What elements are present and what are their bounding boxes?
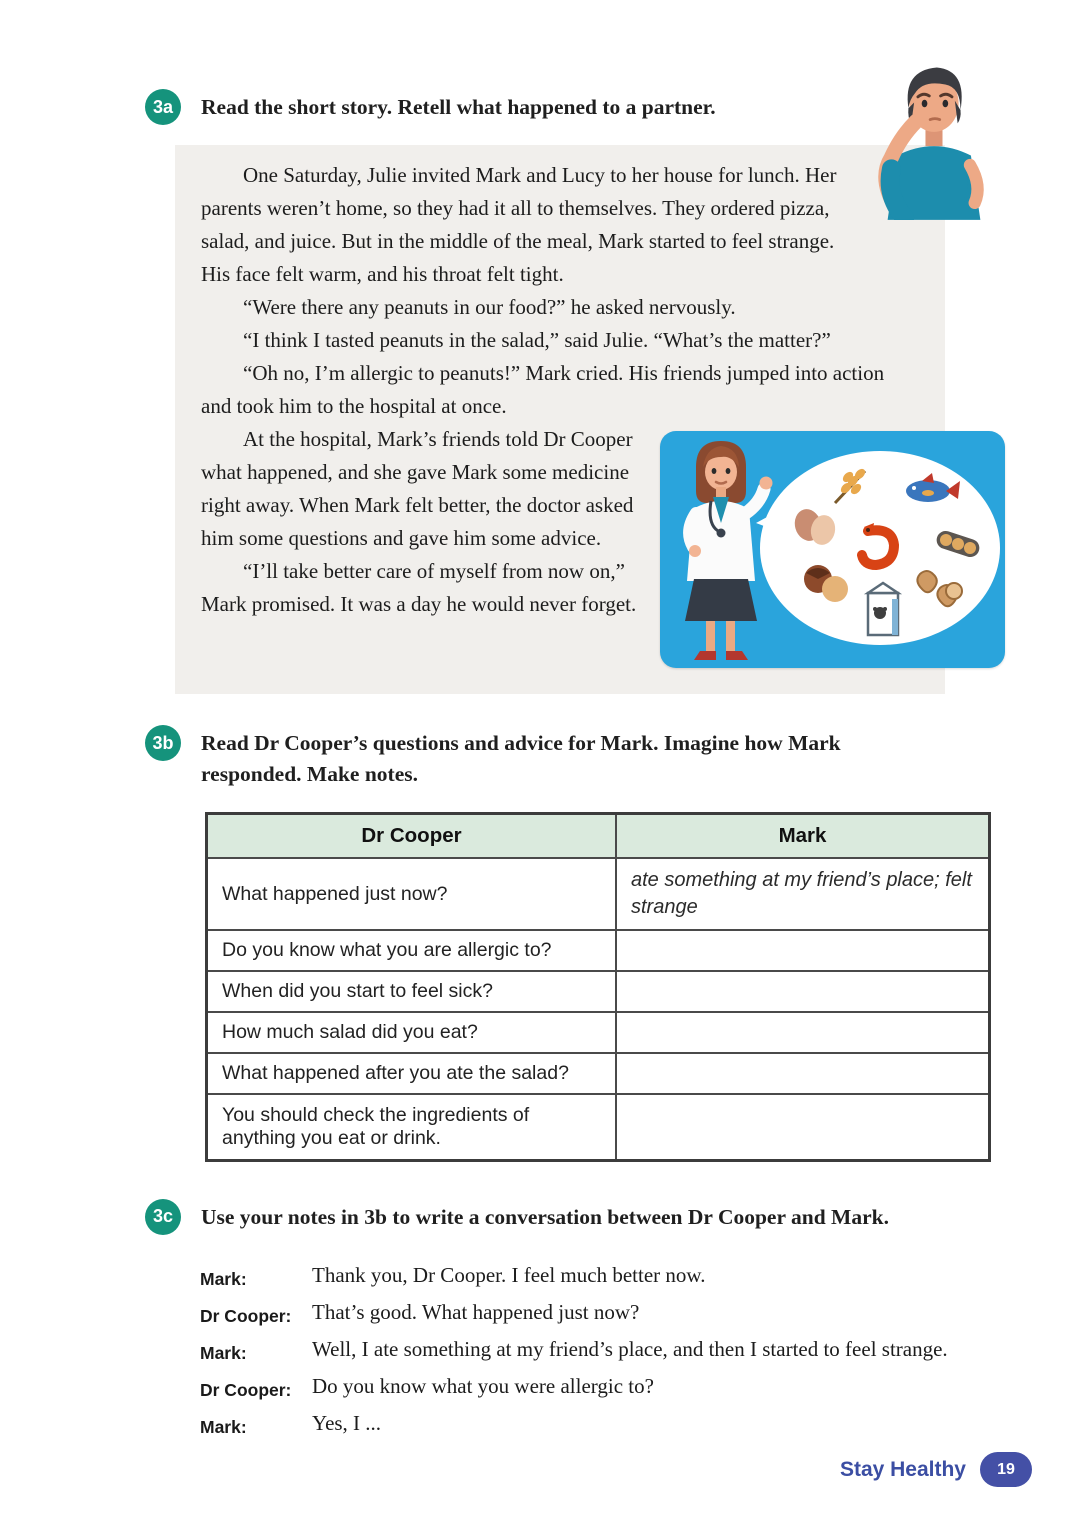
question-cell: When did you start to feel sick? — [207, 971, 617, 1012]
section-3a-instruction: Read the short story. Retell what happened to a partner. — [201, 95, 716, 119]
doctor-allergens-illustration — [660, 431, 1005, 668]
dialogue-text: Do you know what you were allergic to? — [312, 1373, 654, 1398]
table-row — [207, 1094, 990, 1160]
worried-boy-illustration — [863, 59, 1005, 227]
answer-cell — [616, 1012, 990, 1053]
speaker-label: Mark: — [200, 1268, 247, 1289]
section-3b-header — [145, 724, 1020, 790]
table-row — [207, 858, 990, 930]
speaker-label: Mark: — [200, 1342, 247, 1363]
question-cell: What happened after you ate the salad? — [207, 1053, 617, 1094]
dialogue-text: Thank you, Dr Cooper. I feel much better now. — [312, 1262, 706, 1287]
section-3a-badge: 3a — [145, 89, 181, 125]
story-paragraph: “Oh no, I’m allergic to peanuts!” Mark cried. His friends jumped into action and took him to the hospital at once. — [201, 361, 885, 418]
story-paragraph: At the hospital, Mark’s friends told Dr Cooper what happened, and she gave Mark some medicine right away. When Mark felt better, the doctor asked him some questions and gave him some advice. — [201, 427, 634, 550]
question-cell: Do you know what you are allergic to? — [207, 930, 617, 971]
dialogue-text: That’s good. What happened just now? — [312, 1299, 640, 1324]
page-footer — [840, 1452, 1032, 1487]
answer-cell — [616, 1053, 990, 1094]
table-row — [207, 930, 990, 971]
table-row — [207, 1053, 990, 1094]
dialogue-line — [200, 1370, 1020, 1407]
question-cell: What happened just now? — [207, 858, 617, 930]
dialogue-line — [200, 1259, 1020, 1296]
column-header-mark: Mark — [616, 814, 990, 859]
story-paragraph: “Were there any peanuts in our food?” he asked nervously. — [243, 295, 736, 319]
column-header-dr-cooper: Dr Cooper — [207, 814, 617, 859]
table-header-row — [207, 814, 990, 859]
dialogue-line — [200, 1333, 1020, 1370]
doctor-allergens-drawing — [660, 431, 1005, 668]
story-paragraph: “I think I tasted peanuts in the salad,” said Julie. “What’s the matter?” — [243, 328, 831, 352]
question-cell: How much salad did you eat? — [207, 1012, 617, 1053]
speaker-label: Mark: — [200, 1416, 247, 1437]
worried-boy-drawing — [863, 59, 1005, 220]
speaker-label: Dr Cooper: — [200, 1379, 292, 1400]
section-3b-badge: 3b — [145, 725, 181, 761]
question-cell: You should check the ingredients of anything you eat or drink. — [207, 1094, 617, 1160]
table-row — [207, 1012, 990, 1053]
answer-cell — [616, 1094, 990, 1160]
doctor-figure — [685, 441, 773, 660]
dialogue-line — [200, 1296, 1020, 1333]
milk-carton-icon — [868, 583, 898, 635]
page-number-badge: 19 — [980, 1452, 1032, 1487]
unit-title: Stay Healthy — [839, 1457, 966, 1481]
section-3c-instruction: Use your notes in 3b to write a conversation between Dr Cooper and Mark. — [201, 1204, 889, 1229]
speaker-label: Dr Cooper: — [200, 1305, 292, 1326]
dialogue-line — [200, 1407, 1020, 1444]
answer-cell — [616, 930, 990, 971]
answer-cell — [616, 971, 990, 1012]
story-paragraph: “I’ll take better care of myself from now on,” Mark promised. It was a day he would never forget. — [201, 559, 637, 616]
table-row — [207, 971, 990, 1012]
dialogue-text: Well, I ate something at my friend’s place, and then I started to feel strange. — [312, 1336, 948, 1361]
section-3c-header — [145, 1198, 1020, 1235]
story-box — [175, 145, 945, 694]
section-3c-badge: 3c — [145, 1199, 181, 1235]
section-3b-instruction: Read Dr Cooper’s questions and advice for Mark. Imagine how Mark responded. Make notes. — [201, 731, 841, 786]
story-paragraph: One Saturday, Julie invited Mark and Lucy to her house for lunch. Her parents weren’t home, so they had it all to themselves. They ordered pizza, salad, and juice. But in the middle of the meal, Mark started to feel strange. His face felt warm, and his throat felt tight. — [201, 163, 837, 286]
dialogue-text: Yes, I ... — [312, 1410, 382, 1435]
conversation — [200, 1259, 1020, 1444]
notes-table — [205, 812, 991, 1162]
answer-cell: ate something at my friend’s place; felt strange — [616, 858, 990, 930]
